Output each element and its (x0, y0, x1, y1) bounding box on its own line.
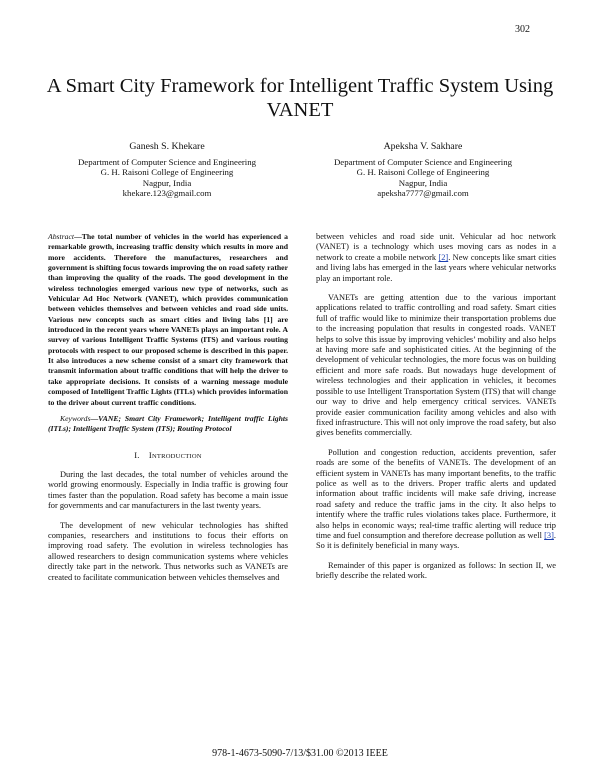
intro-paragraph-1: During the last decades, the total number of vehicles around the world growing enormously. Especially in India traffic is growing four times faster than the population. Road safety has become a main issue for governments and car manufacturers in the last twenty years. (48, 469, 288, 511)
keywords (48, 414, 288, 435)
author-college: G. H. Raisoni College of Engineering (100, 167, 234, 178)
author-college: G. H. Raisoni College of Engineering (356, 167, 490, 178)
abstract (48, 232, 288, 408)
paragraph-text: between vehicles and road side unit. Vehicular ad hoc network (VANET) is a technology which uses moving cars as nodes in a network to create a mobile network (316, 232, 556, 262)
citation-link-2[interactable]: [2] (438, 252, 449, 262)
intro-paragraph-5 (316, 448, 556, 552)
author-name: Apeksha V. Sakhare (383, 141, 463, 152)
section-numeral: I. (134, 449, 140, 460)
paragraph-text: Pollution and congestion reduction, accidents prevention, safer roads are some of the benefits of VANETs. The development of an efficient system in VANETs has many important benefits, to the traffic police as well as to the drivers. Proper traffic alerts and updated information about traffic incidents will make safe driving, increase road safety and reduce the traffic jams in the city. It also helps to intentify where the traffic rules violations takes place. Furthermore, it also helps in economic ways; real-time traffic alerting will reduce trip time and fuel consumption and therefore decrease pollution as well (316, 447, 556, 540)
section-heading-introduction (48, 450, 288, 462)
author-department: Department of Computer Science and Engineering (77, 156, 257, 167)
intro-paragraph-3 (316, 232, 556, 284)
intro-paragraph-6: Remainder of this paper is organized as follows: In section II, we briefly describe the related work. (316, 560, 556, 581)
right-column (316, 232, 556, 582)
abstract-text: —The total number of vehicles in the world has experienced a remarkable growth, increasing traffic density which results in more and more accidents. Therefore the manufactures, researchers and government is shifting focus towards improving the on road safety rather than improving the quality of the roads. The good development in the wireless technologies emerged various new type of networks, such as Vehicular Ad Hoc Network (VANET), which provides communication between vehicles themselves and between vehicles and road side units. Various new concepts such as smart cities and living labs [1] are introduced in the recent years where VANETs plays an important role. A survey of various Intelligent Traffic Systems (ITS) and various routing protocols with respect to our proposed scheme is described in this paper. It also introduces a new scheme consist of a smart city framework that transmit information about traffic conditions that will help the driver to take appropriate decisions. It consists of a warning message module composed of Intelligent Traffic Lights (ITLs) which provides information to the driver about current traffic conditions. (48, 232, 288, 407)
paragraph-text: . So it is definitely beneficial in many ways. (316, 530, 556, 551)
author-location: Nagpur, India (142, 177, 192, 188)
paper-title: A Smart City Framework for Intelligent Traffic System Using VANET (46, 75, 554, 121)
intro-paragraph-4: VANETs are getting attention due to the various important applications related to traffic controlling and road safety. Smart cities full of traffic would like to minimize their transportation problems due to the increasing population that results in congested roads. VANET helps to solve this issue by improving vehicles’ mobility and also helps at having more safe and sophisticated cities. At the beginning of the development of vehicular technologies, the more focus was on building efficient and more safe roads. But nowadays huge development of wireless technologies and their application in vehicles, it becomes possible to use Intelligent Transportation System (ITS) that will change our way to drive and help emergency critical services. VANETs provide easier communication facility among vehicles and also with fixed infrastructure. This will not only improve the road safety, but also gives benefits commercially. (316, 293, 556, 438)
keywords-label: Keywords (60, 413, 91, 423)
author-email: khekare.123@gmail.com (122, 188, 212, 199)
author-block-1 (67, 142, 267, 199)
section-title-first-letter: I (148, 449, 152, 460)
left-column (48, 232, 288, 583)
copyright-footer: 978-1-4673-5090-7/13/$31.00 ©2013 IEEE (212, 748, 388, 759)
author-block-2 (323, 142, 523, 199)
paragraph-text: . New concepts like smart cities and living labs has emerged in the last years where vehicular networks play an important role. (316, 252, 556, 283)
author-name: Ganesh S. Khekare (129, 141, 205, 152)
citation-link-3[interactable]: [3] (544, 530, 554, 540)
keywords-text: —VANE; Smart City Framework; Intelligent traffic Lights (ITLs); Intelligent Traffic System (ITS); Routing Protocol (48, 413, 288, 434)
abstract-label: Abstract (48, 232, 75, 241)
page-number: 302 (515, 24, 530, 35)
section-title-rest: NTRODUCTION (151, 452, 202, 460)
author-location: Nagpur, India (398, 177, 448, 188)
author-department: Department of Computer Science and Engineering (333, 156, 513, 167)
intro-paragraph-2: The development of new vehicular technologies has shifted companies, researchers and institutions to focus their efforts on improving road safety. The evolution in wireless technologies has allowed researchers to design communication systems where vehicles directly take part in the network. Thus networks such as VANETs are created to facilitate communication between vehicles themselves and (48, 520, 288, 582)
author-email: apeksha7777@gmail.com (377, 188, 469, 199)
